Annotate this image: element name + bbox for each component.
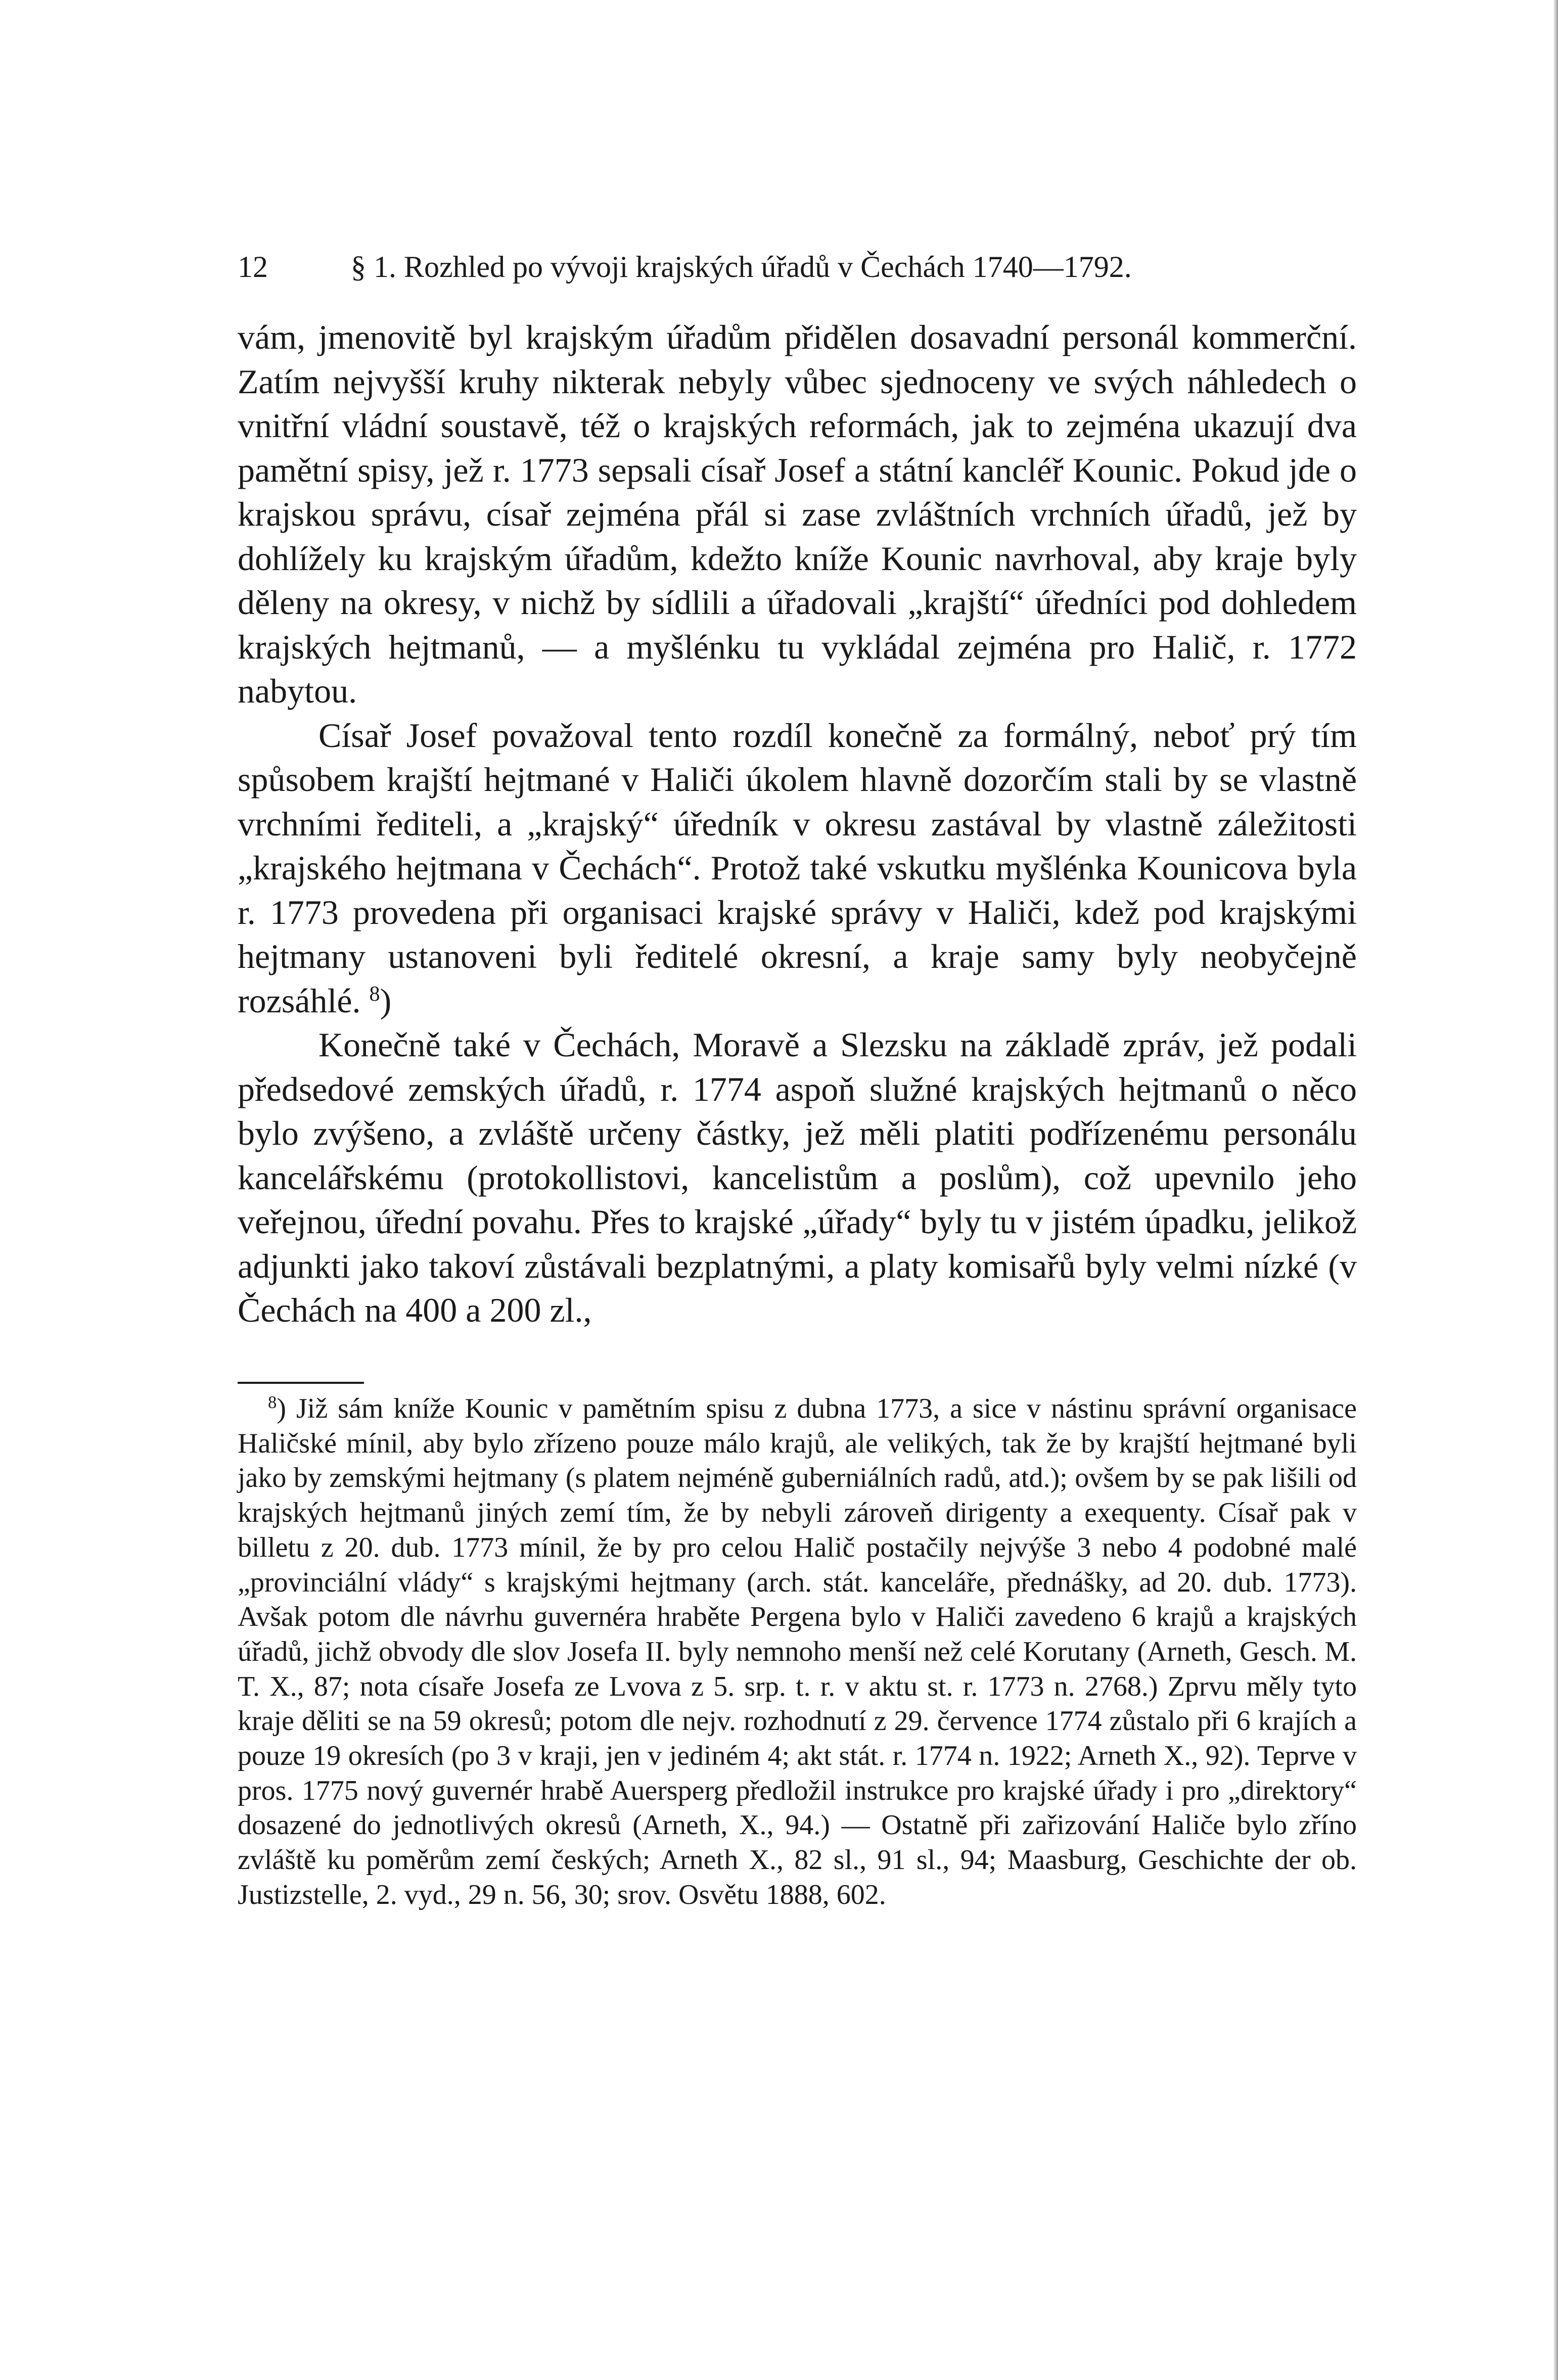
footnote-text: Již sám kníže Kounic v pamětním spisu z dubna 1773, a sice v nástinu správní organisace Haličské mínil, aby bylo zřízeno pouze málo krajů, ale velikých, tak že by krajští hejtmané byli jako by zemskými hejtmany (s platem nejméně guberniálních radů, atd.); ovšem by se pak lišili od krajských hejtmanů jiných zemí tím, že by nebyli zároveň dirigenty a exequenty. Císař pak v billetu z 20. dub. 1773 mínil, že by pro celou Halič postačily nejvýše 3 nebo 4 podobné malé „provinciální vlády“ s krajskými hejtmany (arch. stát. kanceláře, přednášky, ad 20. dub. 1773). Avšak potom dle návrhu guvernéra hraběte Pergena bylo v Haliči zavedeno 6 krajů a krajských úřadů, jichž obvody dle slov Josefa II. byly nemnoho menší než celé Korutany (Arneth, Gesch. M. T. X., 87; nota císaře Josefa ze Lvova z 5. srp. t. r. v aktu st. r. 1773 n. 2768.) Zprvu měly tyto kraje děliti se na 59 okresů; potom dle nejv. rozhodnutí z 29. července 1774 zůstalo při 6 krajích a pouze 19 okresích (po 3 v kraji, jen v jediném 4; akt stát. r. 1774 n. 1922; Arneth X., 92). Teprve v pros. 1775 nový guvernér hrabě Auersperg předložil instrukce pro krajské úřady i pro „direktory“ dosazené do jednotlivých okresů (Arneth, X., 94.) — Ostatně při zařizování Haliče bylo zříno zvláště ku poměrům zemí českých; Arneth X., 82 sl., 91 sl., 94; Maasburg, Geschichte der ob. Justizstelle, 2. vyd., 29 n. 56, 30; srov. Osvětu 1888, 602. (238, 1393, 1357, 1910)
paragraph-1: vám, jmenovitě byl krajským úřadům přidělen dosavadní personál kommerční. Zatím nejvyšší kruhy nikterak nebyly vůbec sjednoceny ve svých náhledech o vnitřní vládní soustavě, též o krajských reformách, jak to zejména ukazují dva pamětní spisy, jež r. 1773 sepsali císař Josef a státní kancléř Kounic. Pokud jde o krajskou správu, císař zejména přál si zase zvláštních vrchních úřadů, jež by dohlížely ku krajským úřadům, kdežto kníže Kounic navrhoval, aby kraje byly děleny na okresy, v nichž by sídlili a úřadovali „krajští“ úředníci pod dohledem krajských hejtmanů, — a myšlénku tu vykládal zejména pro Halič, r. 1772 nabytou. (238, 318, 1357, 710)
footnote-divider (238, 1382, 364, 1384)
page-number: 12 (238, 250, 268, 284)
running-head-title: § 1. Rozhled po vývoji krajských úřadů v Čechách 1740—1792. (351, 250, 1132, 284)
body-text (238, 315, 1357, 1333)
footnote-reference-close: ) (380, 981, 392, 1020)
page-edge-shadow (1553, 0, 1558, 2380)
footnote-marker-close: ) (277, 1393, 287, 1424)
footnote-reference: 8 (369, 982, 380, 1006)
running-head (238, 247, 1350, 287)
paragraph-3: Konečně také v Čechách, Moravě a Slezsku na základě zpráv, jež podali předsedové zemských úřadů, r. 1774 aspoň služné krajských hejtmanů o něco bylo zvýšeno, a zvláště určeny částky, jež měli platiti podřízenému personálu kancelářskému (protokollistovi, kancelistům a poslům), což upevnilo jeho veřejnou, úřední povahu. Přes to krajské „úřady“ byly tu v jistém úpadku, jelikož adjunkti jako takoví zůstávali bezplatnými, a platy komisařů byly velmi nízké (v Čechách na 400 a 200 zl., (238, 1025, 1357, 1329)
paragraph-2-text: Císař Josef považoval tento rozdíl konečně za formálný, neboť prý tím spůsobem krajští hejtmané v Haliči úkolem hlavně dozorčím stali by se vlastně vrchními řediteli, a „krajský“ úředník v okresu zastával by vlastně záležitosti „krajského hejtmana v Čechách“. Protož také vskutku myšlénka Kounicova byla r. 1773 provedena při organisaci krajské správy v Haliči, kdež pod krajskými hejtmany ustanoveni byli ředitelé okresní, a kraje samy byly neobyčejně rozsáhlé. (238, 716, 1357, 1020)
paragraph-2 (238, 714, 1357, 1023)
footnote-marker: 8 (268, 1392, 277, 1412)
footnote (238, 1391, 1357, 1912)
